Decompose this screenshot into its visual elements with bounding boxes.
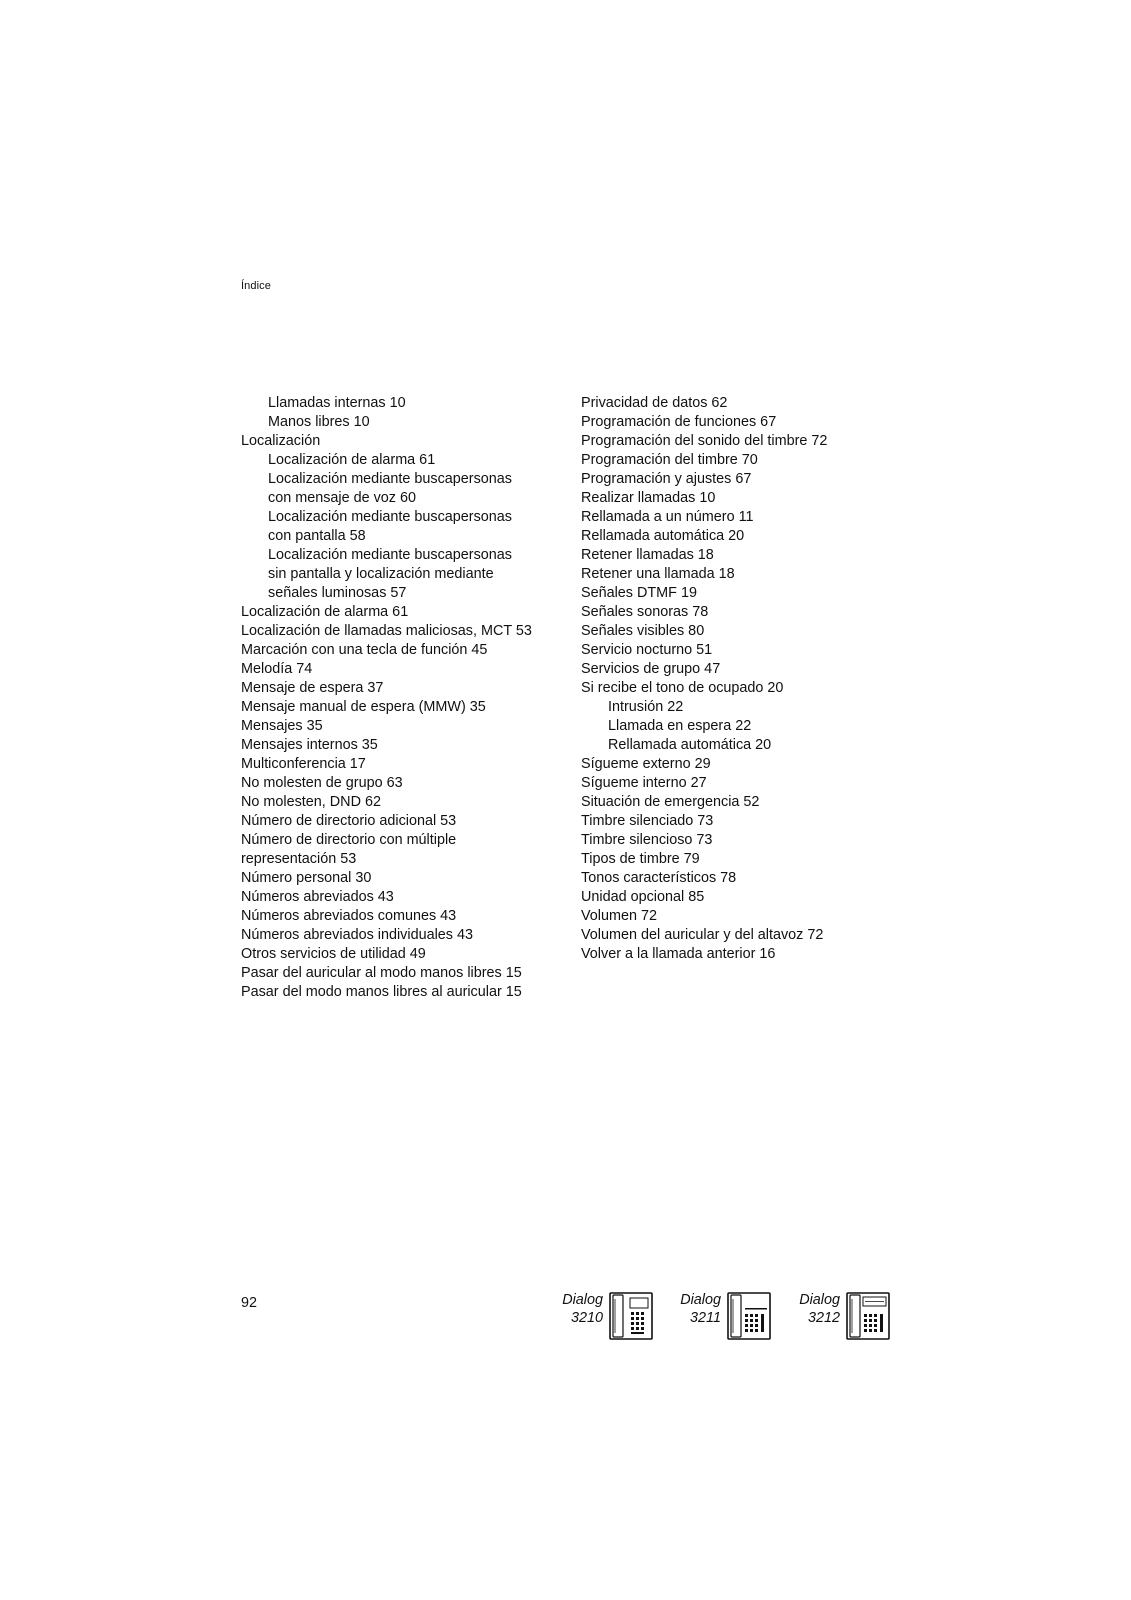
index-entry: Otros servicios de utilidad 49: [241, 946, 426, 962]
index-entry: Tonos característicos 78: [581, 870, 737, 886]
index-entry: Pasar del auricular al modo manos libres 15: [241, 965, 522, 981]
page-number: 92: [241, 1295, 258, 1311]
index-entry: Timbre silenciado 73: [581, 813, 714, 829]
index-subentry: señales luminosas 57: [268, 585, 407, 601]
index-entry: No molesten de grupo 63: [241, 775, 403, 791]
model-number: 3210: [570, 1310, 603, 1326]
index-entry: Números abreviados comunes 43: [241, 908, 457, 924]
index-entry: representación 53: [241, 851, 357, 867]
index-entry: Número personal 30: [241, 870, 372, 886]
index-entry: Unidad opcional 85: [581, 889, 705, 905]
index-column-left: [241, 394, 561, 1002]
index-entry: Número de directorio con múltiple: [241, 832, 457, 848]
index-subentry: Localización de alarma 61: [268, 452, 436, 468]
model-dialog-3210: [543, 1291, 653, 1341]
model-label: [799, 1291, 840, 1327]
index-entry: Programación del sonido del timbre 72: [581, 433, 828, 449]
index-entry: Marcación con una tecla de función 45: [241, 642, 488, 658]
index-entry: Programación de funciones 67: [581, 414, 777, 430]
index-entry: Señales visibles 80: [581, 623, 705, 639]
index-entry: Mensaje manual de espera (MMW) 35: [241, 699, 486, 715]
index-entry: Servicio nocturno 51: [581, 642, 713, 658]
index-entry: Situación de emergencia 52: [581, 794, 760, 810]
index-entry: No molesten, DND 62: [241, 794, 381, 810]
index-entry: Localización: [241, 433, 321, 449]
index-subentry: Localización mediante buscapersonas: [268, 471, 512, 487]
index-entry: Número de directorio adicional 53: [241, 813, 457, 829]
index-entry: Timbre silencioso 73: [581, 832, 713, 848]
index-subentry: Llamadas internas 10: [268, 395, 406, 411]
index-entry: Mensaje de espera 37: [241, 680, 384, 696]
index-entry: Localización de alarma 61: [241, 604, 409, 620]
index-entry: Realizar llamadas 10: [581, 490, 716, 506]
phone-3212-icon: [846, 1292, 890, 1340]
index-entry: Volumen del auricular y del altavoz 72: [581, 927, 824, 943]
model-dialog-3212: [780, 1291, 890, 1341]
index-subentry: Llamada en espera 22: [608, 718, 752, 734]
phone-3211-icon: [727, 1292, 771, 1340]
index-entry: Volumen 72: [581, 908, 658, 924]
index-entry: Números abreviados individuales 43: [241, 927, 473, 943]
index-entry: Melodía 74: [241, 661, 313, 677]
index-entry: Multiconferencia 17: [241, 756, 366, 772]
index-entry: Programación del timbre 70: [581, 452, 758, 468]
index-entry: Pasar del modo manos libres al auricular 15: [241, 984, 522, 1000]
model-number: 3211: [690, 1310, 721, 1326]
index-entry: Localización de llamadas maliciosas, MCT 53: [241, 623, 532, 639]
index-subentry: Intrusión 22: [608, 699, 684, 715]
index-entry: Volver a la llamada anterior 16: [581, 946, 776, 962]
model-label: [680, 1291, 721, 1327]
index-entry: Rellamada a un número 11: [581, 509, 754, 525]
model-label: [562, 1291, 603, 1327]
index-entry: Números abreviados 43: [241, 889, 394, 905]
index-subentry: con mensaje de voz 60: [268, 490, 416, 506]
index-subentry: Manos libres 10: [268, 414, 370, 430]
index-entry: Retener una llamada 18: [581, 566, 735, 582]
model-dialog-3211: [661, 1291, 771, 1341]
index-entry: Tipos de timbre 79: [581, 851, 700, 867]
phone-3210-icon: [609, 1292, 653, 1340]
index-subentry: Localización mediante buscapersonas: [268, 547, 512, 563]
index-entry: Mensajes internos 35: [241, 737, 378, 753]
index-entry: Rellamada automática 20: [581, 528, 745, 544]
index-subentry: Localización mediante buscapersonas: [268, 509, 512, 525]
index-entry: Retener llamadas 18: [581, 547, 714, 563]
index-entry: Servicios de grupo 47: [581, 661, 721, 677]
index-entry: Programación y ajustes 67: [581, 471, 752, 487]
index-entry: Mensajes 35: [241, 718, 323, 734]
index-subentry: con pantalla 58: [268, 528, 366, 544]
model-number: 3212: [807, 1310, 840, 1326]
running-header: Índice: [241, 280, 271, 292]
index-entry: Si recibe el tono de ocupado 20: [581, 680, 784, 696]
index-entry: Señales DTMF 19: [581, 585, 697, 601]
index-subentry: Rellamada automática 20: [608, 737, 772, 753]
model-brand: Dialog: [680, 1292, 721, 1308]
index-entry: Sígueme interno 27: [581, 775, 707, 791]
index-subentry: sin pantalla y localización mediante: [268, 566, 494, 582]
index-entry: Privacidad de datos 62: [581, 395, 728, 411]
index-entry: Señales sonoras 78: [581, 604, 709, 620]
model-brand: Dialog: [799, 1292, 840, 1308]
model-brand: Dialog: [562, 1292, 603, 1308]
index-entry: Sígueme externo 29: [581, 756, 711, 772]
index-column-right: [581, 394, 901, 964]
